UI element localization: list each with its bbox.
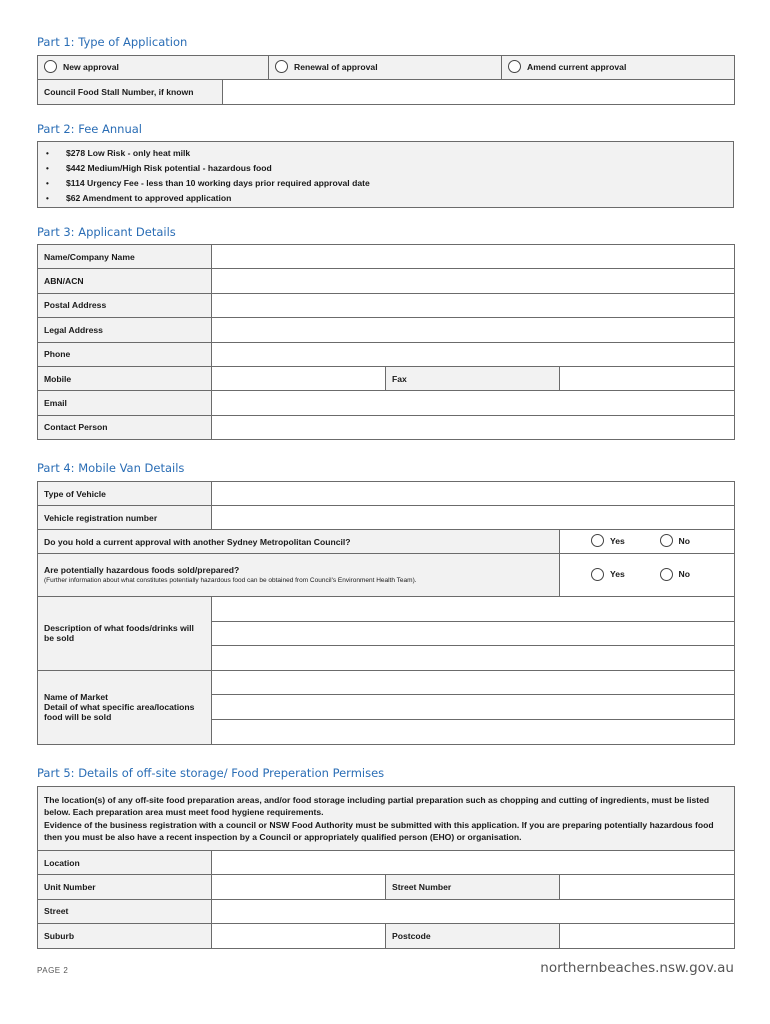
vehicle-reg-label: Vehicle registration number <box>38 506 212 530</box>
radio-icon[interactable] <box>508 60 521 73</box>
market-line[interactable] <box>212 670 735 695</box>
market-line[interactable] <box>212 695 735 720</box>
market-label: Name of Market Detail of what specific area/locations food will be sold <box>38 670 212 744</box>
radio-icon[interactable] <box>44 60 57 73</box>
stall-number-field[interactable] <box>223 80 735 105</box>
description-label: Description of what foods/drinks will be sold <box>38 597 212 671</box>
approval-yes[interactable]: Yes <box>560 530 650 554</box>
suburb-field[interactable] <box>212 924 386 948</box>
van-table <box>37 481 735 745</box>
page-number: PAGE 2 <box>37 966 69 975</box>
phone-label: Phone <box>38 342 212 366</box>
description-line[interactable] <box>212 597 735 622</box>
phone-field[interactable] <box>212 342 735 366</box>
mobile-field[interactable] <box>212 366 386 390</box>
location-field[interactable] <box>212 851 735 875</box>
postal-label: Postal Address <box>38 293 212 317</box>
application-type-table <box>37 55 735 105</box>
fee-item: • $442 Medium/High Risk potential - hazardous food <box>44 161 727 176</box>
email-field[interactable] <box>212 391 735 415</box>
street-number-label: Street Number <box>386 875 560 899</box>
storage-intro: The location(s) of any off-site food preparation areas, and/or food storage including partial preparation such as chopping and cutting of ingredients, must be listed below. Each preparation area must meet food hygiene requirements. Evidence of the business registration with a council or NSW Food Authority must be submitted with this application. If you are preparing potentially hazardous food then you must be also have a recent inspection by a Council or appropriately qualified person (EHO) or organisation. <box>38 787 735 851</box>
fee-item: • $114 Urgency Fee - less than 10 working days prior required approval date <box>44 176 727 191</box>
street-field[interactable] <box>212 899 735 923</box>
part4-title: Part 4: Mobile Van Details <box>37 461 185 475</box>
hazard-note: (Further information about what constitutes potentially hazardous food can be obtained from Council's Environment Health Team). <box>44 577 417 584</box>
radio-icon[interactable] <box>591 568 604 581</box>
description-line[interactable] <box>212 646 735 671</box>
website-url: northernbeaches.nsw.gov.au <box>540 960 734 976</box>
hazard-no[interactable]: No <box>650 554 735 597</box>
legal-field[interactable] <box>212 318 735 342</box>
name-label: Name/Company Name <box>38 245 212 269</box>
part1-title: Part 1: Type of Application <box>37 35 188 49</box>
vehicle-type-field[interactable] <box>212 482 735 506</box>
abn-label: ABN/ACN <box>38 269 212 293</box>
radio-icon[interactable] <box>591 534 604 547</box>
mobile-label: Mobile <box>38 366 212 390</box>
part3-title: Part 3: Applicant Details <box>37 225 176 239</box>
description-line[interactable] <box>212 621 735 646</box>
fax-label: Fax <box>386 366 560 390</box>
street-number-field[interactable] <box>560 875 735 899</box>
option-new-approval[interactable]: New approval <box>38 56 269 80</box>
postcode-label: Postcode <box>386 924 560 948</box>
radio-icon[interactable] <box>660 568 673 581</box>
part2-title: Part 2: Fee Annual <box>37 122 142 136</box>
radio-icon[interactable] <box>660 534 673 547</box>
vehicle-type-label: Type of Vehicle <box>38 482 212 506</box>
option-renewal[interactable]: Renewal of approval <box>269 56 502 80</box>
street-label: Street <box>38 899 212 923</box>
suburb-label: Suburb <box>38 924 212 948</box>
fax-field[interactable] <box>560 366 735 390</box>
unit-label: Unit Number <box>38 875 212 899</box>
applicant-table <box>37 244 735 440</box>
stall-number-label: Council Food Stall Number, if known <box>38 80 223 105</box>
unit-field[interactable] <box>212 875 386 899</box>
abn-field[interactable] <box>212 269 735 293</box>
storage-table <box>37 786 735 949</box>
vehicle-reg-field[interactable] <box>212 506 735 530</box>
name-field[interactable] <box>212 245 735 269</box>
fee-item: • $278 Low Risk - only heat milk <box>44 146 727 161</box>
hazard-question: Are potentially hazardous foods sold/prepared? (Further information about what constitutes potentially hazardous food can be obtained from Council's Environment Health Team). <box>38 554 560 597</box>
email-label: Email <box>38 391 212 415</box>
legal-label: Legal Address <box>38 318 212 342</box>
fee-list <box>37 141 734 208</box>
postal-field[interactable] <box>212 293 735 317</box>
hazard-yes[interactable]: Yes <box>560 554 650 597</box>
market-line[interactable] <box>212 719 735 744</box>
location-label: Location <box>38 851 212 875</box>
option-amend[interactable]: Amend current approval <box>502 56 735 80</box>
postcode-field[interactable] <box>560 924 735 948</box>
radio-icon[interactable] <box>275 60 288 73</box>
approval-no[interactable]: No <box>650 530 735 554</box>
part5-title: Part 5: Details of off-site storage/ Food Preperation Permises <box>37 766 385 780</box>
fee-item: • $62 Amendment to approved application <box>44 191 727 206</box>
contact-label: Contact Person <box>38 415 212 439</box>
approval-question: Do you hold a current approval with another Sydney Metropolitan Council? <box>38 530 560 554</box>
contact-field[interactable] <box>212 415 735 439</box>
